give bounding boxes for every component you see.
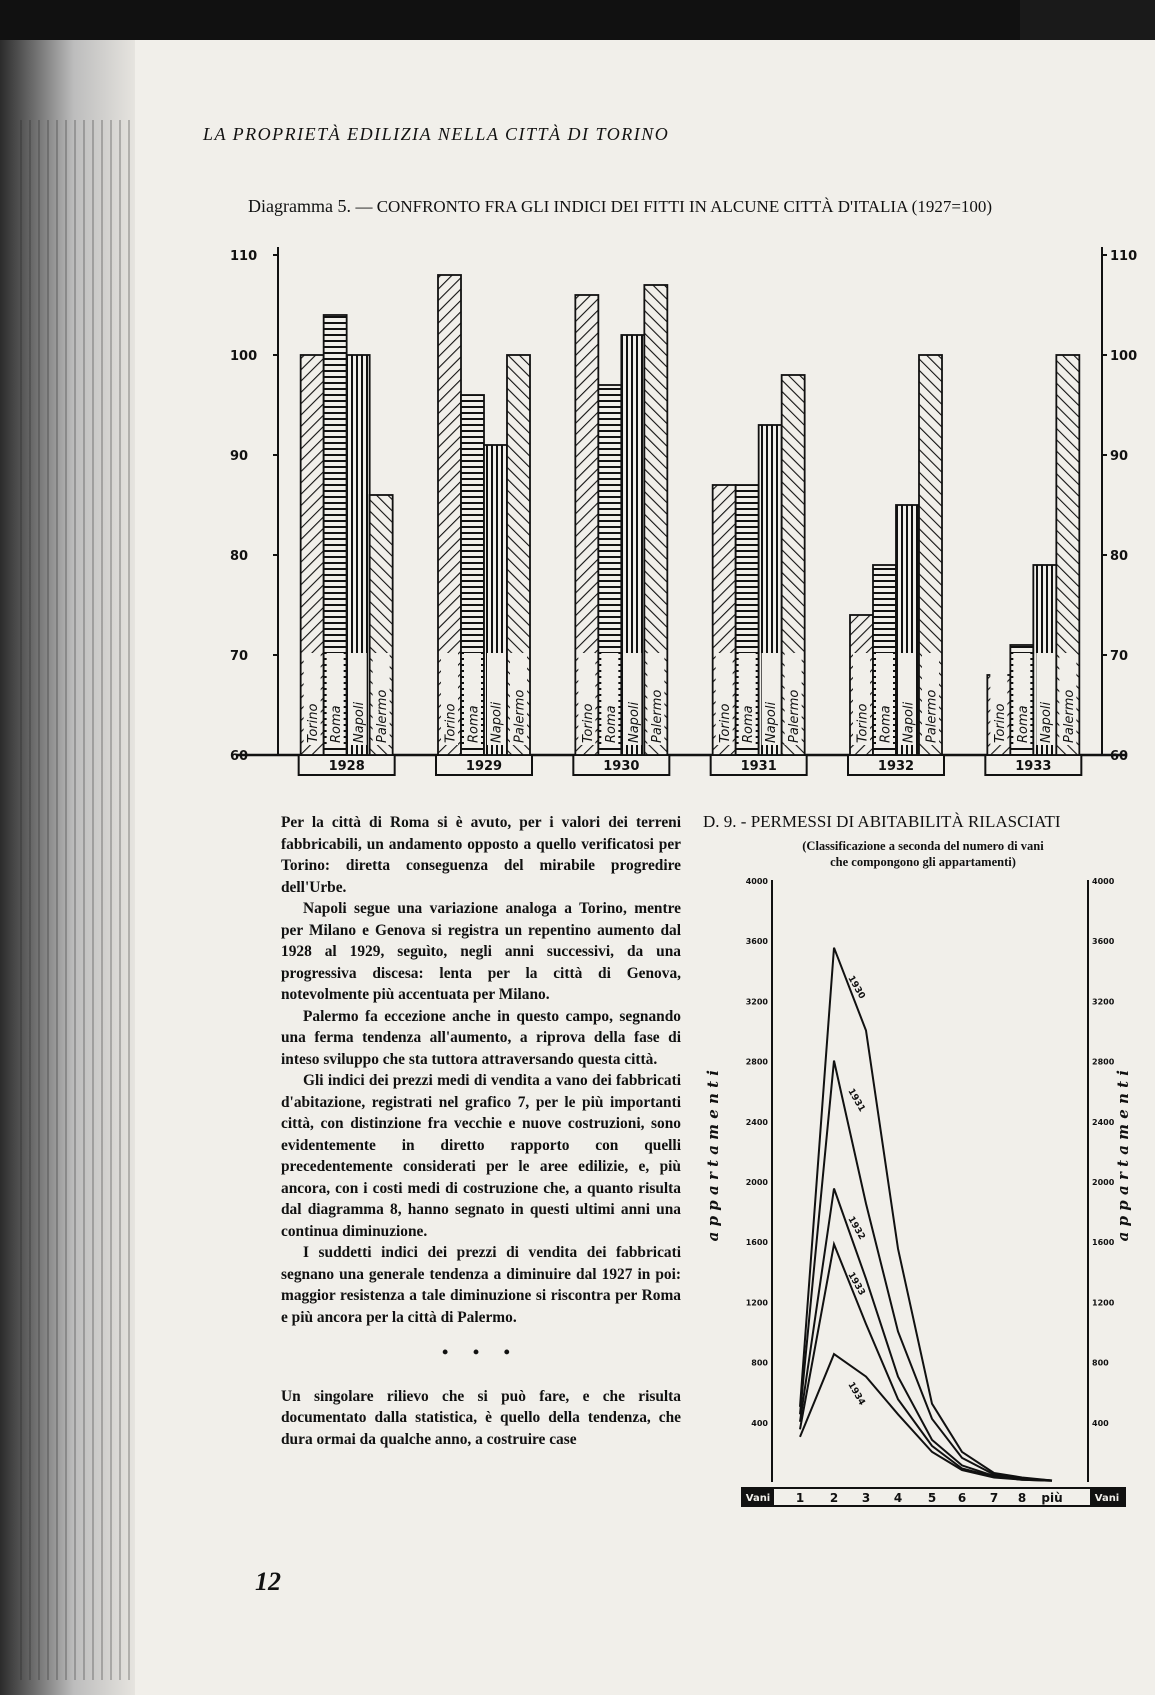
section-separator: • • •	[442, 1342, 520, 1362]
bar-series-label: Napoli	[1038, 701, 1054, 743]
x-tick-label: 1928	[328, 759, 365, 774]
y-tick-label-right: 60	[1110, 749, 1129, 764]
y-tick-label-right: 800	[1092, 1358, 1109, 1368]
bar-series-label: Napoli	[352, 701, 368, 743]
diagram5-title: — CONFRONTO FRA GLI INDICI DEI FITTI IN ALCUNE CITTÀ D'ITALIA (1927=100)	[355, 197, 993, 216]
bar-series-label: Torino	[443, 703, 459, 743]
y-tick-label-right: 1600	[1092, 1238, 1115, 1248]
bar-series-label: Palermo	[1061, 689, 1077, 743]
x-axis-title-right: Vani	[1094, 1493, 1120, 1504]
y-tick-label-left: 3600	[745, 937, 768, 947]
bar-series-label: Napoli	[901, 701, 917, 743]
y-tick-label-right: 400	[1092, 1418, 1109, 1428]
x-tick-label: 7	[989, 1491, 999, 1505]
y-tick-label-right: 2000	[1092, 1178, 1115, 1187]
paragraph-5: I suddetti indici dei prezzi di vendita dei fabbricati segnano una generale tendenza a diminuire dal 1927 in poi: maggior resistenza a tale diminuzione si riscontra per Roma e più ancora per la città di Palermo.	[281, 1244, 681, 1326]
x-tick-label: 1	[795, 1491, 805, 1505]
line-series-label: 1930	[845, 974, 867, 1001]
bar-series-label: Torino	[718, 703, 734, 743]
x-axis-title-left: Vani	[745, 1493, 771, 1504]
bar-series-label: Roma	[878, 705, 894, 743]
y-tick-label-right: 90	[1110, 449, 1129, 464]
y-tick-label-right: 3200	[1092, 997, 1115, 1007]
line-series-1930	[800, 948, 1052, 1481]
x-tick-label: 8	[1017, 1491, 1027, 1505]
bar-series-label: Palermo	[649, 689, 665, 743]
y-tick-label-left: 400	[751, 1418, 768, 1428]
line-series-label: 1933	[845, 1270, 867, 1298]
bar-chart	[230, 225, 1138, 795]
y-tick-label-left: 2000	[745, 1178, 768, 1187]
bar-series-label: Napoli	[489, 701, 505, 743]
bar-series-label: Roma	[329, 705, 345, 743]
y-tick-label-left: 70	[230, 649, 249, 664]
y-tick-label-left: 60	[230, 749, 249, 764]
spine-texture	[20, 120, 130, 1680]
y-tick-label-left: 110	[230, 249, 258, 264]
book-spine	[0, 40, 135, 1695]
paragraph-1: Per la città di Roma si è avuto, per i valori dei terreni fabbricabili, un andamento opposto a quello verificatosi per Torino: diretta conseguenza del mirabile progredire dell'Urbe.	[281, 814, 681, 896]
bar-series-label: Napoli	[764, 701, 780, 743]
diagram9-subtitle	[703, 838, 1143, 870]
bar-series-label: Roma	[466, 705, 482, 743]
diagram5-caption	[248, 196, 992, 217]
x-tick-label: più	[1041, 1491, 1063, 1505]
x-tick-label: 1930	[603, 759, 640, 774]
x-tick-label: 5	[927, 1491, 937, 1505]
body-text	[281, 812, 681, 1450]
line-chart-labels	[704, 877, 1132, 1505]
bar-series-label: Roma	[603, 705, 619, 743]
bar-series-label: Torino	[855, 703, 871, 743]
x-tick-label: 4	[893, 1491, 903, 1505]
y-tick-label-right: 110	[1110, 249, 1138, 264]
x-tick-label: 2	[829, 1491, 839, 1505]
paragraph-4: Gli indici dei prezzi medi di vendita a vano dei fabbricati d'abitazione, registrati nel grafico 7, per le più importanti città, con distinzione fra vecchie e nuove costruzioni, sono evidentemente in diretto rapporto con quelli precedentemente considerati per le aree edilizie, e, più ancora, con i costi medi di costruzione che, a quanto risulta dal diagramma 8, hanno segnato in questi ultimi anni una continua diminuzione.	[281, 1072, 681, 1240]
paragraph-3: Palermo fa eccezione anche in questo campo, segnando una ferma tendenza all'aumento, a riprova della fase di inteso sviluppo che sta tuttora attraversando questa città.	[281, 1007, 681, 1068]
y-tick-label-right: 2800	[1092, 1057, 1115, 1067]
bar-series-label: Napoli	[626, 701, 642, 743]
x-tick-label: 1933	[1015, 759, 1052, 774]
bar-series-label: Palermo	[512, 689, 528, 743]
line-series-1931	[800, 1061, 1052, 1481]
line-series-label: 1932	[845, 1215, 867, 1242]
y-tick-label-left: 2400	[745, 1117, 768, 1127]
y-tick-label-left: 1600	[745, 1238, 768, 1248]
x-tick-label: 1932	[877, 759, 915, 774]
bar-chart-bars	[301, 275, 1080, 755]
diagram9-subtitle-line2: che compongono gli appartamenti)	[830, 855, 1016, 869]
diagram9-subtitle-line1: (Classificazione a seconda del numero di vani	[802, 839, 1044, 853]
y-tick-label-right: 3600	[1092, 937, 1115, 947]
y-tick-label-right: 80	[1110, 549, 1129, 564]
y-tick-label-right: 100	[1110, 349, 1138, 364]
paragraph-2: Napoli segue una variazione analoga a Torino, mentre per Milano e Genova si registra un repentino aumento dal 1928 al 1929, seguìto, negli anni successivi, da una progressiva discesa: lenta per la città di Genova, notevolmente più accentuata per Milano.	[281, 900, 681, 1003]
bar-series-label: Torino	[580, 703, 596, 743]
bar-series-label: Torino	[992, 703, 1008, 743]
y-axis-title-left: a p p a r t a m e n t i	[704, 1070, 722, 1242]
bar-series-label: Roma	[1015, 705, 1031, 743]
y-tick-label-left: 1200	[745, 1298, 768, 1308]
y-axis-title-right: a p p a r t a m e n t i	[1114, 1070, 1132, 1242]
line-series-label: 1934	[845, 1380, 867, 1408]
line-chart	[700, 870, 1140, 1520]
y-tick-label-left: 2800	[745, 1057, 768, 1067]
diagram9-title: D. 9. - PERMESSI DI ABITABILITÀ RILASCIATI	[703, 812, 1061, 831]
y-tick-label-left: 3200	[745, 997, 768, 1007]
running-head: LA PROPRIETÀ EDILIZIA NELLA CITTÀ DI TORINO	[203, 124, 670, 144]
bar-series-label: Palermo	[787, 689, 803, 743]
bar-series-label: Torino	[306, 703, 322, 743]
x-tick-label: 1929	[465, 759, 503, 774]
x-tick-label: 6	[957, 1491, 967, 1505]
y-tick-label-left: 80	[230, 549, 249, 564]
line-series-label: 1931	[845, 1087, 867, 1114]
diagram5-label: Diagramma 5.	[248, 196, 351, 216]
y-tick-label-right: 4000	[1092, 877, 1115, 886]
bar-series-label: Palermo	[924, 689, 940, 743]
y-tick-label-left: 800	[751, 1358, 768, 1368]
bar-series-label: Palermo	[375, 689, 391, 743]
bar-series-label: Roma	[741, 705, 757, 743]
y-tick-label-right: 70	[1110, 649, 1129, 664]
y-tick-label-left: 90	[230, 449, 249, 464]
x-tick-label: 1931	[740, 759, 777, 774]
closing-paragraph: Un singolare rilievo che si può fare, e che risulta documentato dalla statistica, è quello della tendenza, che dura ormai da qualche anno, a costruire case	[281, 1387, 681, 1448]
y-tick-label-right: 1200	[1092, 1298, 1115, 1308]
y-tick-label-right: 2400	[1092, 1117, 1115, 1127]
line-chart-series	[800, 948, 1052, 1481]
page-number: 12	[255, 1567, 281, 1596]
x-tick-label: 3	[861, 1491, 871, 1505]
y-tick-label-left: 100	[230, 349, 258, 364]
y-tick-label-left: 4000	[745, 877, 768, 886]
